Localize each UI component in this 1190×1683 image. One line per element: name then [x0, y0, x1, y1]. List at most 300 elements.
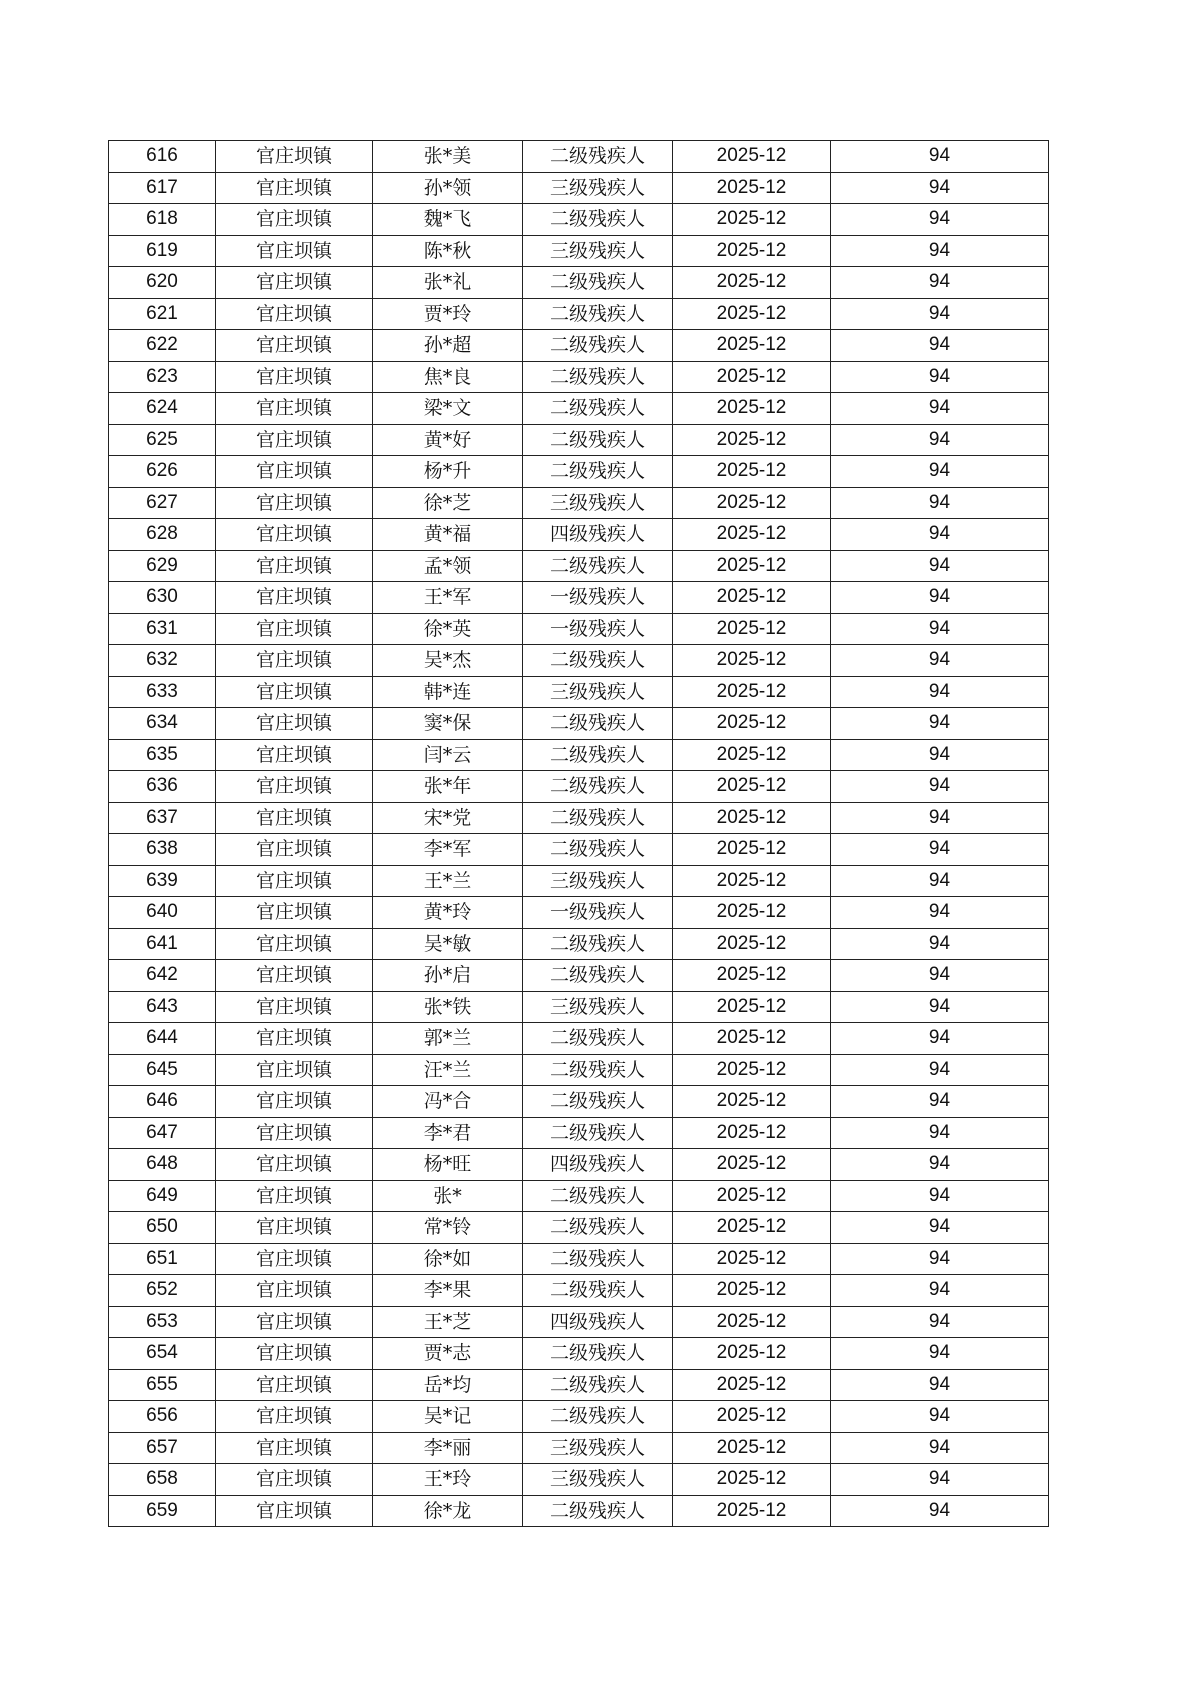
cell-person-name: 梁*文 [373, 393, 523, 425]
cell-period: 2025-12 [673, 298, 831, 330]
cell-serial-number: 649 [109, 1180, 216, 1212]
cell-amount: 94 [831, 613, 1049, 645]
cell-period: 2025-12 [673, 1464, 831, 1496]
cell-disability-level: 二级残疾人 [523, 1023, 673, 1055]
cell-amount: 94 [831, 645, 1049, 677]
cell-person-name: 张*铁 [373, 991, 523, 1023]
cell-disability-level: 二级残疾人 [523, 141, 673, 173]
cell-serial-number: 631 [109, 613, 216, 645]
cell-amount: 94 [831, 550, 1049, 582]
cell-serial-number: 654 [109, 1338, 216, 1370]
cell-person-name: 魏*飞 [373, 204, 523, 236]
cell-amount: 94 [831, 1369, 1049, 1401]
table-row [109, 1338, 1049, 1370]
cell-period: 2025-12 [673, 991, 831, 1023]
cell-town: 官庄坝镇 [216, 1306, 373, 1338]
cell-period: 2025-12 [673, 834, 831, 866]
cell-amount: 94 [831, 487, 1049, 519]
cell-period: 2025-12 [673, 1243, 831, 1275]
cell-serial-number: 624 [109, 393, 216, 425]
cell-disability-level: 三级残疾人 [523, 487, 673, 519]
cell-amount: 94 [831, 928, 1049, 960]
cell-town: 官庄坝镇 [216, 1117, 373, 1149]
cell-town: 官庄坝镇 [216, 1495, 373, 1527]
cell-serial-number: 635 [109, 739, 216, 771]
table-row [109, 519, 1049, 551]
cell-person-name: 徐*芝 [373, 487, 523, 519]
cell-person-name: 李*果 [373, 1275, 523, 1307]
cell-serial-number: 659 [109, 1495, 216, 1527]
table-row [109, 393, 1049, 425]
cell-amount: 94 [831, 960, 1049, 992]
cell-period: 2025-12 [673, 1275, 831, 1307]
cell-disability-level: 四级残疾人 [523, 1149, 673, 1181]
cell-disability-level: 二级残疾人 [523, 1275, 673, 1307]
cell-disability-level: 二级残疾人 [523, 928, 673, 960]
table-row [109, 550, 1049, 582]
cell-serial-number: 625 [109, 424, 216, 456]
table-row [109, 897, 1049, 929]
cell-serial-number: 643 [109, 991, 216, 1023]
table-row [109, 1086, 1049, 1118]
cell-person-name: 汪*兰 [373, 1054, 523, 1086]
table-row [109, 267, 1049, 299]
cell-disability-level: 二级残疾人 [523, 267, 673, 299]
cell-serial-number: 651 [109, 1243, 216, 1275]
cell-period: 2025-12 [673, 1054, 831, 1086]
cell-town: 官庄坝镇 [216, 1401, 373, 1433]
cell-person-name: 冯*合 [373, 1086, 523, 1118]
cell-disability-level: 二级残疾人 [523, 550, 673, 582]
cell-disability-level: 二级残疾人 [523, 1180, 673, 1212]
cell-amount: 94 [831, 1023, 1049, 1055]
cell-disability-level: 二级残疾人 [523, 424, 673, 456]
cell-period: 2025-12 [673, 361, 831, 393]
cell-serial-number: 645 [109, 1054, 216, 1086]
cell-amount: 94 [831, 1275, 1049, 1307]
cell-period: 2025-12 [673, 1117, 831, 1149]
subsidy-roster-table [108, 140, 1049, 1527]
cell-serial-number: 657 [109, 1432, 216, 1464]
cell-period: 2025-12 [673, 1306, 831, 1338]
cell-disability-level: 四级残疾人 [523, 519, 673, 551]
cell-amount: 94 [831, 708, 1049, 740]
cell-serial-number: 656 [109, 1401, 216, 1433]
cell-period: 2025-12 [673, 519, 831, 551]
table-row [109, 1464, 1049, 1496]
cell-person-name: 郭*兰 [373, 1023, 523, 1055]
cell-person-name: 杨*升 [373, 456, 523, 488]
table-row [109, 676, 1049, 708]
cell-disability-level: 二级残疾人 [523, 1369, 673, 1401]
cell-person-name: 宋*党 [373, 802, 523, 834]
cell-town: 官庄坝镇 [216, 1149, 373, 1181]
cell-person-name: 贾*玲 [373, 298, 523, 330]
cell-amount: 94 [831, 897, 1049, 929]
cell-amount: 94 [831, 393, 1049, 425]
cell-disability-level: 一级残疾人 [523, 582, 673, 614]
cell-amount: 94 [831, 582, 1049, 614]
table-row [109, 1180, 1049, 1212]
table-row [109, 771, 1049, 803]
table-row [109, 960, 1049, 992]
cell-amount: 94 [831, 1401, 1049, 1433]
cell-disability-level: 二级残疾人 [523, 298, 673, 330]
cell-town: 官庄坝镇 [216, 330, 373, 362]
cell-serial-number: 617 [109, 172, 216, 204]
cell-person-name: 张*美 [373, 141, 523, 173]
cell-amount: 94 [831, 991, 1049, 1023]
cell-town: 官庄坝镇 [216, 361, 373, 393]
cell-town: 官庄坝镇 [216, 991, 373, 1023]
cell-person-name: 黄*福 [373, 519, 523, 551]
cell-disability-level: 二级残疾人 [523, 834, 673, 866]
cell-serial-number: 622 [109, 330, 216, 362]
cell-amount: 94 [831, 204, 1049, 236]
cell-period: 2025-12 [673, 204, 831, 236]
table-row [109, 928, 1049, 960]
cell-town: 官庄坝镇 [216, 960, 373, 992]
table-row [109, 298, 1049, 330]
cell-serial-number: 623 [109, 361, 216, 393]
table-row [109, 1243, 1049, 1275]
cell-person-name: 陈*秋 [373, 235, 523, 267]
cell-disability-level: 二级残疾人 [523, 1495, 673, 1527]
cell-disability-level: 二级残疾人 [523, 456, 673, 488]
cell-town: 官庄坝镇 [216, 204, 373, 236]
cell-serial-number: 648 [109, 1149, 216, 1181]
cell-serial-number: 616 [109, 141, 216, 173]
cell-town: 官庄坝镇 [216, 613, 373, 645]
cell-serial-number: 642 [109, 960, 216, 992]
cell-person-name: 张*年 [373, 771, 523, 803]
cell-serial-number: 658 [109, 1464, 216, 1496]
cell-town: 官庄坝镇 [216, 424, 373, 456]
table-row [109, 330, 1049, 362]
table-row [109, 424, 1049, 456]
table-row [109, 1023, 1049, 1055]
cell-person-name: 孙*启 [373, 960, 523, 992]
cell-period: 2025-12 [673, 172, 831, 204]
cell-disability-level: 一级残疾人 [523, 613, 673, 645]
cell-period: 2025-12 [673, 1432, 831, 1464]
cell-person-name: 徐*如 [373, 1243, 523, 1275]
cell-period: 2025-12 [673, 393, 831, 425]
cell-period: 2025-12 [673, 613, 831, 645]
cell-serial-number: 634 [109, 708, 216, 740]
cell-person-name: 王*兰 [373, 865, 523, 897]
cell-town: 官庄坝镇 [216, 676, 373, 708]
table-row [109, 865, 1049, 897]
cell-disability-level: 二级残疾人 [523, 802, 673, 834]
cell-amount: 94 [831, 1432, 1049, 1464]
cell-town: 官庄坝镇 [216, 865, 373, 897]
cell-person-name: 孙*领 [373, 172, 523, 204]
cell-disability-level: 二级残疾人 [523, 1086, 673, 1118]
table-row [109, 991, 1049, 1023]
table-row [109, 1495, 1049, 1527]
cell-disability-level: 三级残疾人 [523, 235, 673, 267]
cell-town: 官庄坝镇 [216, 172, 373, 204]
cell-disability-level: 二级残疾人 [523, 204, 673, 236]
cell-person-name: 王*军 [373, 582, 523, 614]
cell-disability-level: 一级残疾人 [523, 897, 673, 929]
cell-period: 2025-12 [673, 330, 831, 362]
cell-serial-number: 640 [109, 897, 216, 929]
table-row [109, 1306, 1049, 1338]
cell-person-name: 王*玲 [373, 1464, 523, 1496]
table-row [109, 582, 1049, 614]
cell-amount: 94 [831, 676, 1049, 708]
cell-town: 官庄坝镇 [216, 1432, 373, 1464]
cell-serial-number: 633 [109, 676, 216, 708]
cell-amount: 94 [831, 1495, 1049, 1527]
cell-serial-number: 653 [109, 1306, 216, 1338]
cell-town: 官庄坝镇 [216, 456, 373, 488]
cell-person-name: 焦*良 [373, 361, 523, 393]
cell-serial-number: 638 [109, 834, 216, 866]
cell-person-name: 吴*杰 [373, 645, 523, 677]
cell-period: 2025-12 [673, 1338, 831, 1370]
table-row [109, 708, 1049, 740]
cell-town: 官庄坝镇 [216, 928, 373, 960]
cell-serial-number: 641 [109, 928, 216, 960]
cell-town: 官庄坝镇 [216, 141, 373, 173]
cell-disability-level: 三级残疾人 [523, 172, 673, 204]
cell-town: 官庄坝镇 [216, 1054, 373, 1086]
cell-town: 官庄坝镇 [216, 1023, 373, 1055]
cell-disability-level: 二级残疾人 [523, 1243, 673, 1275]
cell-disability-level: 四级残疾人 [523, 1306, 673, 1338]
cell-amount: 94 [831, 739, 1049, 771]
cell-period: 2025-12 [673, 739, 831, 771]
cell-serial-number: 632 [109, 645, 216, 677]
cell-town: 官庄坝镇 [216, 834, 373, 866]
table-row [109, 1369, 1049, 1401]
cell-disability-level: 三级残疾人 [523, 676, 673, 708]
cell-amount: 94 [831, 771, 1049, 803]
cell-person-name: 徐*龙 [373, 1495, 523, 1527]
cell-period: 2025-12 [673, 267, 831, 299]
cell-serial-number: 647 [109, 1117, 216, 1149]
cell-serial-number: 618 [109, 204, 216, 236]
cell-period: 2025-12 [673, 235, 831, 267]
cell-person-name: 吴*记 [373, 1401, 523, 1433]
cell-person-name: 孟*领 [373, 550, 523, 582]
cell-period: 2025-12 [673, 456, 831, 488]
cell-person-name: 李*军 [373, 834, 523, 866]
table-row [109, 1054, 1049, 1086]
cell-person-name: 杨*旺 [373, 1149, 523, 1181]
cell-person-name: 贾*志 [373, 1338, 523, 1370]
cell-person-name: 张* [373, 1180, 523, 1212]
cell-person-name: 韩*连 [373, 676, 523, 708]
cell-town: 官庄坝镇 [216, 1243, 373, 1275]
cell-serial-number: 626 [109, 456, 216, 488]
cell-disability-level: 二级残疾人 [523, 393, 673, 425]
cell-amount: 94 [831, 1243, 1049, 1275]
cell-serial-number: 627 [109, 487, 216, 519]
cell-amount: 94 [831, 141, 1049, 173]
cell-disability-level: 二级残疾人 [523, 1054, 673, 1086]
cell-serial-number: 644 [109, 1023, 216, 1055]
cell-person-name: 李*君 [373, 1117, 523, 1149]
cell-period: 2025-12 [673, 424, 831, 456]
cell-period: 2025-12 [673, 1180, 831, 1212]
cell-town: 官庄坝镇 [216, 267, 373, 299]
cell-disability-level: 二级残疾人 [523, 771, 673, 803]
table-row [109, 456, 1049, 488]
cell-serial-number: 619 [109, 235, 216, 267]
cell-person-name: 黄*好 [373, 424, 523, 456]
cell-town: 官庄坝镇 [216, 771, 373, 803]
cell-disability-level: 二级残疾人 [523, 960, 673, 992]
cell-period: 2025-12 [673, 1495, 831, 1527]
table-row [109, 235, 1049, 267]
cell-person-name: 岳*均 [373, 1369, 523, 1401]
cell-town: 官庄坝镇 [216, 1212, 373, 1244]
cell-town: 官庄坝镇 [216, 1338, 373, 1370]
cell-person-name: 徐*英 [373, 613, 523, 645]
table-row [109, 204, 1049, 236]
table-row [109, 141, 1049, 173]
cell-serial-number: 655 [109, 1369, 216, 1401]
cell-period: 2025-12 [673, 582, 831, 614]
cell-amount: 94 [831, 361, 1049, 393]
cell-town: 官庄坝镇 [216, 1086, 373, 1118]
table-row [109, 1117, 1049, 1149]
cell-period: 2025-12 [673, 1086, 831, 1118]
cell-period: 2025-12 [673, 487, 831, 519]
cell-serial-number: 620 [109, 267, 216, 299]
cell-period: 2025-12 [673, 1212, 831, 1244]
table-row [109, 172, 1049, 204]
cell-amount: 94 [831, 1149, 1049, 1181]
table-row [109, 1275, 1049, 1307]
cell-period: 2025-12 [673, 550, 831, 582]
cell-amount: 94 [831, 519, 1049, 551]
cell-amount: 94 [831, 235, 1049, 267]
cell-period: 2025-12 [673, 771, 831, 803]
cell-disability-level: 二级残疾人 [523, 739, 673, 771]
cell-disability-level: 二级残疾人 [523, 1338, 673, 1370]
cell-serial-number: 646 [109, 1086, 216, 1118]
cell-serial-number: 639 [109, 865, 216, 897]
cell-person-name: 吴*敏 [373, 928, 523, 960]
cell-serial-number: 636 [109, 771, 216, 803]
cell-town: 官庄坝镇 [216, 739, 373, 771]
cell-town: 官庄坝镇 [216, 1464, 373, 1496]
cell-disability-level: 二级残疾人 [523, 1212, 673, 1244]
cell-town: 官庄坝镇 [216, 802, 373, 834]
cell-person-name: 孙*超 [373, 330, 523, 362]
cell-town: 官庄坝镇 [216, 645, 373, 677]
cell-town: 官庄坝镇 [216, 487, 373, 519]
cell-amount: 94 [831, 1180, 1049, 1212]
cell-town: 官庄坝镇 [216, 1369, 373, 1401]
table-row [109, 802, 1049, 834]
cell-disability-level: 三级残疾人 [523, 865, 673, 897]
table-row [109, 1432, 1049, 1464]
cell-town: 官庄坝镇 [216, 298, 373, 330]
table-row [109, 1212, 1049, 1244]
table-row [109, 739, 1049, 771]
cell-amount: 94 [831, 1086, 1049, 1118]
cell-period: 2025-12 [673, 708, 831, 740]
cell-amount: 94 [831, 1306, 1049, 1338]
cell-town: 官庄坝镇 [216, 519, 373, 551]
cell-disability-level: 三级残疾人 [523, 991, 673, 1023]
cell-serial-number: 650 [109, 1212, 216, 1244]
cell-person-name: 李*丽 [373, 1432, 523, 1464]
cell-period: 2025-12 [673, 960, 831, 992]
cell-disability-level: 二级残疾人 [523, 361, 673, 393]
cell-disability-level: 二级残疾人 [523, 1117, 673, 1149]
cell-amount: 94 [831, 456, 1049, 488]
cell-amount: 94 [831, 1117, 1049, 1149]
cell-serial-number: 652 [109, 1275, 216, 1307]
cell-disability-level: 二级残疾人 [523, 645, 673, 677]
cell-disability-level: 二级残疾人 [523, 708, 673, 740]
cell-period: 2025-12 [673, 1401, 831, 1433]
cell-period: 2025-12 [673, 1149, 831, 1181]
cell-period: 2025-12 [673, 865, 831, 897]
cell-amount: 94 [831, 1212, 1049, 1244]
table-row [109, 487, 1049, 519]
cell-period: 2025-12 [673, 1369, 831, 1401]
cell-disability-level: 三级残疾人 [523, 1432, 673, 1464]
cell-period: 2025-12 [673, 897, 831, 929]
cell-disability-level: 二级残疾人 [523, 330, 673, 362]
cell-person-name: 王*芝 [373, 1306, 523, 1338]
cell-town: 官庄坝镇 [216, 550, 373, 582]
cell-town: 官庄坝镇 [216, 897, 373, 929]
cell-town: 官庄坝镇 [216, 1180, 373, 1212]
cell-amount: 94 [831, 172, 1049, 204]
cell-town: 官庄坝镇 [216, 235, 373, 267]
cell-serial-number: 621 [109, 298, 216, 330]
cell-person-name: 张*礼 [373, 267, 523, 299]
cell-person-name: 黄*玲 [373, 897, 523, 929]
cell-disability-level: 二级残疾人 [523, 1401, 673, 1433]
cell-town: 官庄坝镇 [216, 1275, 373, 1307]
table-row [109, 361, 1049, 393]
cell-period: 2025-12 [673, 676, 831, 708]
table-row [109, 613, 1049, 645]
cell-amount: 94 [831, 865, 1049, 897]
cell-amount: 94 [831, 1338, 1049, 1370]
cell-period: 2025-12 [673, 141, 831, 173]
cell-person-name: 闫*云 [373, 739, 523, 771]
cell-amount: 94 [831, 298, 1049, 330]
cell-serial-number: 630 [109, 582, 216, 614]
cell-amount: 94 [831, 802, 1049, 834]
cell-period: 2025-12 [673, 802, 831, 834]
cell-period: 2025-12 [673, 1023, 831, 1055]
cell-serial-number: 637 [109, 802, 216, 834]
cell-amount: 94 [831, 1054, 1049, 1086]
cell-amount: 94 [831, 267, 1049, 299]
cell-amount: 94 [831, 424, 1049, 456]
table-row [109, 834, 1049, 866]
table-row [109, 645, 1049, 677]
table-row [109, 1401, 1049, 1433]
cell-amount: 94 [831, 1464, 1049, 1496]
cell-period: 2025-12 [673, 928, 831, 960]
table-row [109, 1149, 1049, 1181]
table-body [109, 141, 1049, 1527]
cell-town: 官庄坝镇 [216, 708, 373, 740]
